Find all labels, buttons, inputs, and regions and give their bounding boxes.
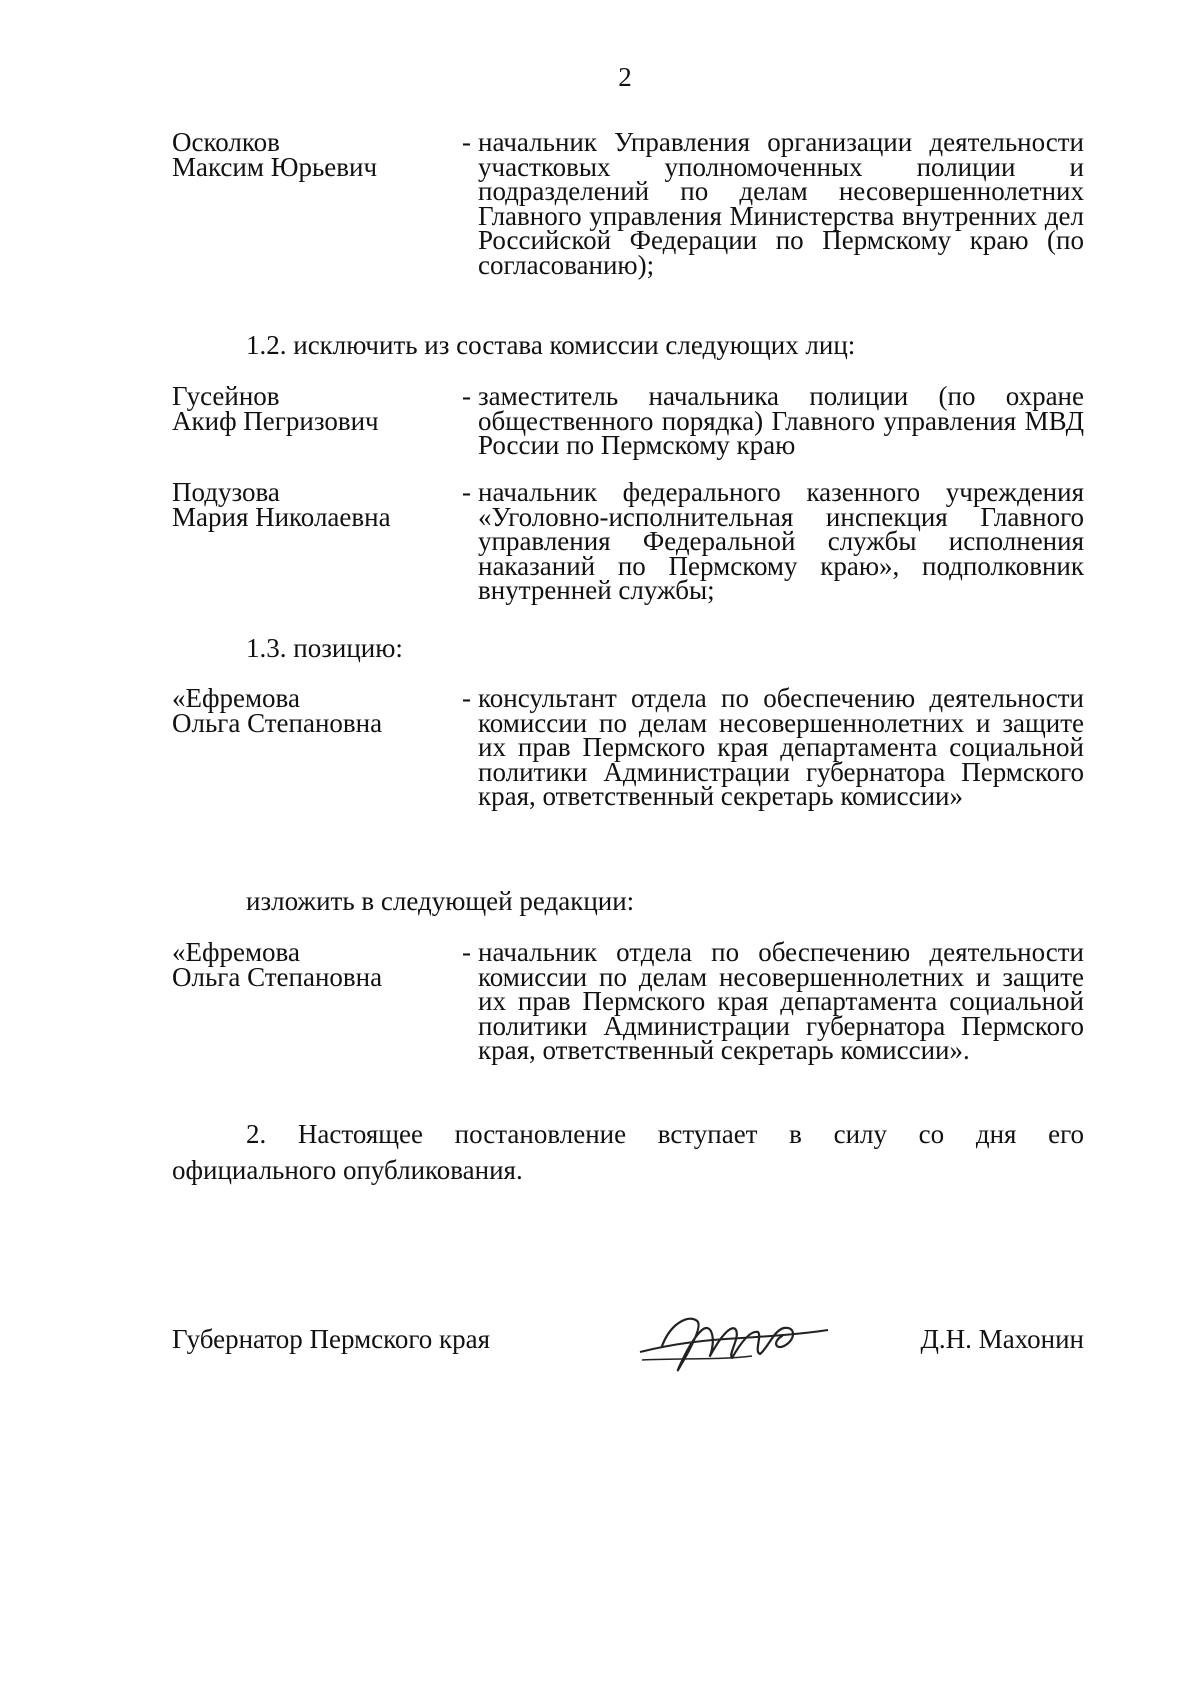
member-position: начальник федерального казенного учреждения «Уголовно-исполнительная инспекция Главного управления Федеральной службы исполнения наказаний по Пермскому краю», подполковник внутренней службы; [478, 477, 1084, 605]
entry-dash: - [462, 683, 471, 713]
member-entry [172, 127, 1084, 280]
member-position: начальник Управления организации деятельности участковых уполномоченных полиции и подразделений по делам несовершеннолетних Главного управления Министерства внутренних дел Российской Федерации по Пермскому краю (по согласованию); [478, 127, 1084, 280]
member-position: начальник отдела по обеспечению деятельности комиссии по делам несовершеннолетних и защите их прав Пермского края департамента социальной политики Администрации губернатора Пермского края, ответственный секретарь комиссии». [478, 937, 1084, 1065]
member-name [172, 381, 462, 458]
paragraph-1-2: 1.2. исключить из состава комиссии следующих лиц: [246, 330, 856, 360]
paragraph-2 [172, 1116, 1084, 1188]
member-name [172, 683, 462, 809]
member-entry [172, 477, 1084, 605]
signatory-name: Д.Н. Махонин [920, 1324, 1084, 1354]
paragraph-edit: изложить в следующей редакции: [246, 886, 635, 916]
signature-block [172, 1324, 1084, 1355]
member-entry [172, 937, 1084, 1065]
member-given-names: Максим Юрьевич [172, 151, 378, 182]
entry-dash: - [462, 937, 471, 967]
member-position: консультант отдела по обеспечению деятельности комиссии по делам несовершеннолетних и защите их прав Пермского края департамента социальной политики Администрации губернатора Пермского края, ответственный секретарь комиссии» [478, 683, 1084, 811]
member-given-names: Ольга Степановна [172, 961, 383, 992]
member-surname: «Ефремова [172, 683, 300, 713]
entry-dash: - [462, 477, 471, 507]
member-entry [172, 381, 1084, 460]
member-entry [172, 683, 1084, 811]
handwritten-signature [632, 1300, 832, 1380]
member-name [172, 477, 462, 603]
member-surname: «Ефремова [172, 937, 300, 967]
signatory-position: Губернатор Пермского края [172, 1324, 491, 1354]
member-surname: Подузова [172, 477, 280, 507]
entry-dash: - [462, 127, 471, 157]
member-given-names: Акиф Пегризович [172, 405, 379, 436]
member-given-names: Мария Николаевна [172, 501, 391, 532]
member-surname: Гусейнов [172, 381, 280, 411]
member-name [172, 127, 462, 277]
page-number: 2 [618, 62, 632, 92]
paragraph-1-3: 1.3. позицию: [246, 633, 403, 663]
member-position: заместитель начальника полиции (по охране общественного порядка) Главного управления МВД России по Пермскому краю [478, 381, 1084, 460]
member-name [172, 937, 462, 1063]
paragraph-2-line1: 2. Настоящее постановление вступает в силу со дня его [246, 1119, 1084, 1149]
member-surname: Осколков [172, 127, 280, 157]
member-given-names: Ольга Степановна [172, 707, 383, 738]
paragraph-2-line2: официального опубликования. [172, 1155, 523, 1185]
entry-dash: - [462, 381, 471, 411]
